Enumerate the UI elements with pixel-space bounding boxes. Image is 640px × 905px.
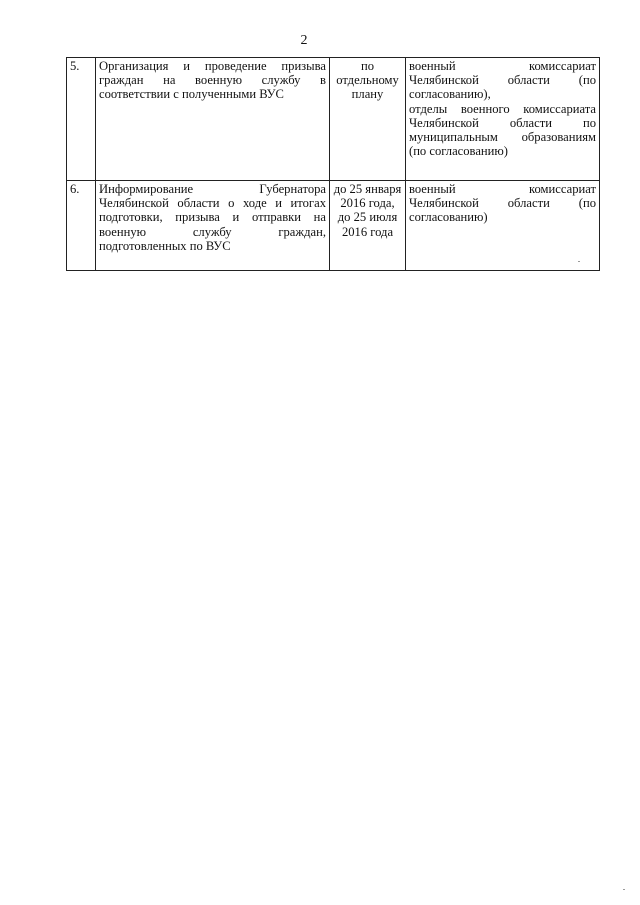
table-row xyxy=(67,181,600,271)
executor-cell xyxy=(406,58,600,181)
task-cell xyxy=(96,181,330,271)
task-line: Организация и проведение призыва xyxy=(99,59,326,73)
row-number: 5. xyxy=(67,58,96,181)
executor-line: Челябинской области (по xyxy=(409,196,596,211)
executor-line: отделы военного комиссариата xyxy=(409,101,596,116)
executor-line: муниципальным образованиям xyxy=(409,130,596,145)
task-line: Челябинской области о ходе и итогах xyxy=(99,196,326,211)
term-line: отдельному xyxy=(336,73,399,88)
page-number: 2 xyxy=(300,33,308,48)
executor-line: согласованию), xyxy=(409,87,491,102)
term-line: 2016 года, xyxy=(340,196,395,211)
term-line: по xyxy=(360,59,375,73)
task-line: подготовки, призыва и отправки на xyxy=(99,210,326,225)
executor-cell xyxy=(406,181,600,271)
executor-line: военный комиссариат xyxy=(409,59,596,73)
executor-line: Челябинской области по xyxy=(409,115,596,130)
executor-line: согласованию) xyxy=(409,210,488,225)
task-line: военную службу граждан, xyxy=(99,224,326,239)
executor-line: (по согласованию) xyxy=(409,144,509,159)
scan-speck xyxy=(578,261,580,262)
task-cell xyxy=(96,58,330,181)
task-line: граждан на военную службу в xyxy=(99,73,326,88)
task-line: Информирование Губернатора xyxy=(99,182,326,196)
task-line: соответствии с полученными ВУС xyxy=(99,87,284,102)
executor-line: военный комиссариат xyxy=(409,182,596,196)
plan-table xyxy=(66,57,600,271)
term-line: до 25 января xyxy=(333,182,402,196)
term-cell xyxy=(330,58,406,181)
executor-line: Челябинской области (по xyxy=(409,73,596,88)
row-number: 6. xyxy=(67,181,96,271)
term-line: 2016 года xyxy=(341,224,394,239)
term-line: плану xyxy=(351,87,384,102)
term-cell xyxy=(330,181,406,271)
table-row xyxy=(67,58,600,181)
term-line: до 25 июля xyxy=(337,210,398,225)
scan-speck xyxy=(623,889,625,890)
task-line: подготовленных по ВУС xyxy=(99,238,231,253)
